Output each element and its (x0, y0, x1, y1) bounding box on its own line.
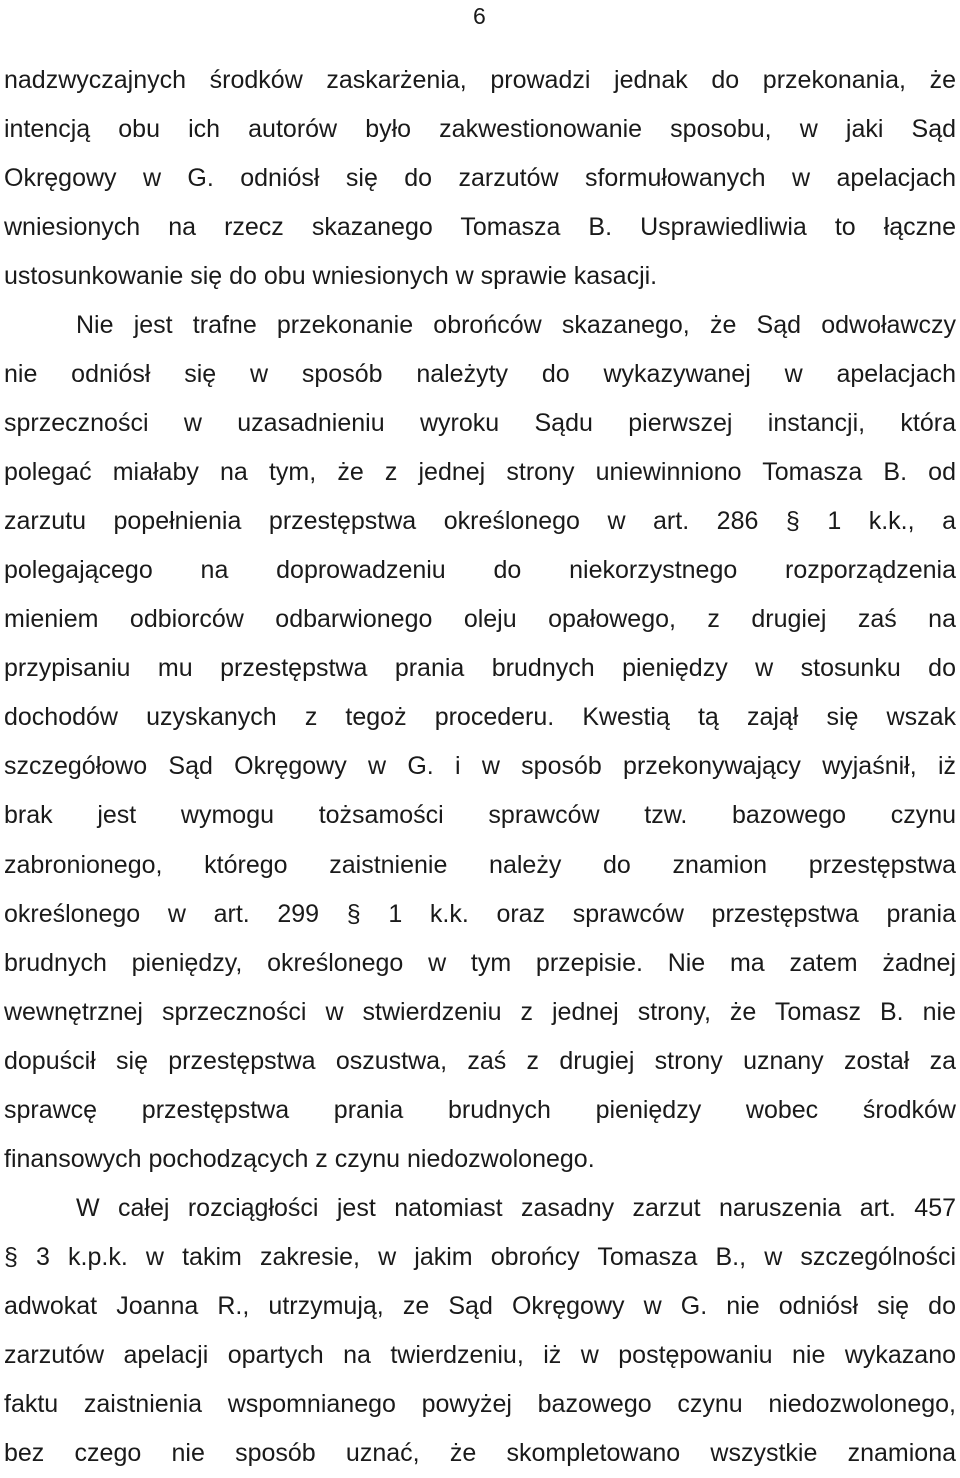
text-line: § 3 k.p.k. w takim zakresie, w jakim obrońcy Tomasza B., w szczególności (4, 1242, 956, 1271)
document-body (4, 56, 956, 1478)
page-number: 6 (473, 3, 486, 29)
text-line: faktu zaistnienia wspomnianego powyżej bazowego czynu niedozwolonego, (4, 1389, 956, 1418)
text-line: dochodów uzyskanych z tegoż procederu. Kwestią tą zajął się wszak (4, 703, 956, 732)
text-line: zabronionego, którego zaistnienie należy do znamion przestępstwa (4, 850, 956, 879)
text-line: dopuścił się przestępstwa oszustwa, zaś z drugiej strony uznany został za (4, 1046, 956, 1075)
text-line: polegającego na doprowadzeniu do niekorzystnego rozporządzenia (4, 556, 956, 585)
text-line: brak jest wymogu tożsamości sprawców tzw. bazowego czynu (4, 801, 956, 830)
text-line: ustosunkowanie się do obu wniesionych w sprawie kasacji. (4, 262, 658, 291)
text-line: brudnych pieniędzy, określonego w tym przepisie. Nie ma zatem żadnej (4, 948, 956, 977)
text-line: Nie jest trafne przekonanie obrońców skazanego, że Sąd odwoławczy (76, 311, 956, 340)
text-line: przypisaniu mu przestępstwa prania brudnych pieniędzy w stosunku do (4, 654, 956, 683)
text-line: finansowych pochodzących z czynu niedozwolonego. (4, 1144, 595, 1173)
text-line: nadzwyczajnych środków zaskarżenia, prowadzi jednak do przekonania, że (4, 66, 956, 94)
text-line: wniesionych na rzecz skazanego Tomasza B. Usprawiedliwia to łączne (4, 213, 956, 242)
text-line: bez czego nie sposób uznać, że skompletowano wszystkie znamiona (4, 1438, 956, 1467)
text-line: mieniem odbiorców odbarwionego oleju opałowego, z drugiej zaś na (4, 605, 956, 634)
text-line: zarzutu popełnienia przestępstwa określonego w art. 286 § 1 k.k., a (4, 507, 956, 536)
text-line: polegać miałaby na tym, że z jednej strony uniewinniono Tomasza B. od (4, 458, 956, 487)
text-line: adwokat Joanna R., utrzymują, ze Sąd Okręgowy w G. nie odniósł się do (4, 1291, 956, 1320)
text-line: określonego w art. 299 § 1 k.k. oraz sprawców przestępstwa prania (4, 899, 956, 928)
text-line: Okręgowy w G. odniósł się do zarzutów sformułowanych w apelacjach (4, 164, 956, 193)
text-line: wewnętrznej sprzeczności w stwierdzeniu z jednej strony, że Tomasz B. nie (4, 997, 956, 1026)
text-line: nie odniósł się w sposób należyty do wykazywanej w apelacjach (4, 360, 956, 389)
text-line: W całej rozciągłości jest natomiast zasadny zarzut naruszenia art. 457 (76, 1193, 956, 1222)
text-line: intencją obu ich autorów było zakwestionowanie sposobu, w jaki Sąd (4, 115, 956, 144)
text-line: sprawcę przestępstwa prania brudnych pieniędzy wobec środków (4, 1095, 956, 1124)
text-line: szczegółowo Sąd Okręgowy w G. i w sposób przekonywający wyjaśnił, iż (4, 752, 956, 781)
text-line: zarzutów apelacji opartych na twierdzeniu, iż w postępowaniu nie wykazano (4, 1340, 956, 1369)
text-line: sprzeczności w uzasadnieniu wyroku Sądu pierwszej instancji, która (4, 409, 956, 438)
